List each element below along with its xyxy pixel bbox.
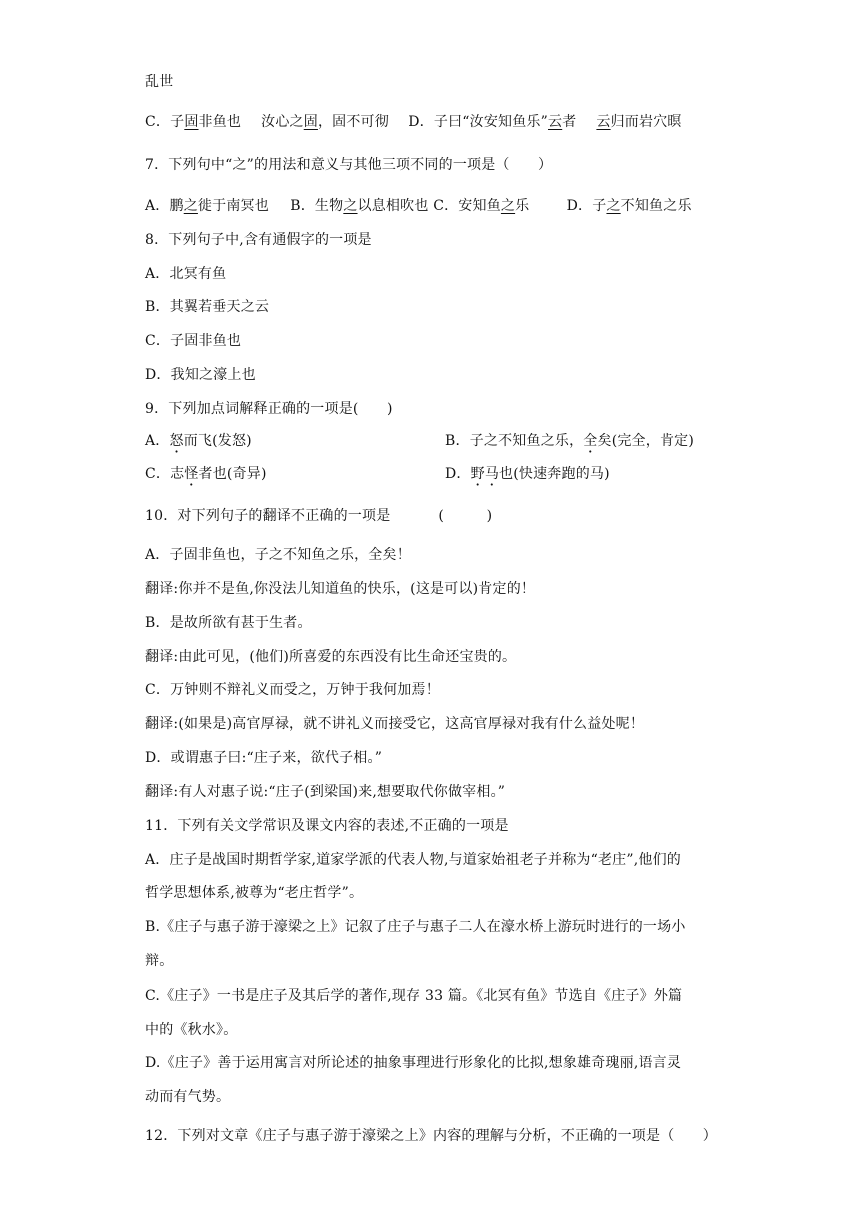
q11-option-b-cont: 辩。	[145, 953, 174, 969]
q8-option-d: D．我知之濠上也	[145, 367, 256, 383]
q7-option-a: A．鹏之徙于南冥也	[145, 198, 269, 214]
q9-option-c: C．志怪者也(奇异)	[145, 466, 267, 482]
q11-option-c-cont: 中的《秋水》。	[145, 1022, 238, 1038]
q7-option-d: D．子之不知鱼之乐	[566, 198, 692, 214]
q10-option-b: B．是故所欲有甚于生者。	[145, 615, 312, 631]
text-line: 乱世	[145, 74, 174, 90]
q11-option-a: A．庄子是战国时期哲学家,道家学派的代表人物,与道家始祖老子并称为“老庄”,他们的	[145, 852, 681, 868]
q7-options	[145, 196, 692, 216]
question-10: 10．对下列句子的翻译不正确的一项是 ( )	[145, 508, 493, 524]
q8-option-a: A．北冥有鱼	[145, 266, 227, 282]
q6-option-c: C．子固非鱼也 汝心之固，固不可彻	[145, 114, 389, 130]
q7-option-b: B．生物之以息相吹也	[290, 198, 429, 214]
q10-option-a: A．子固非鱼也，子之不知鱼之乐，全矣！	[145, 547, 411, 563]
q9-option-b: B．子之不知鱼之乐，全矣(完全，肯定)	[445, 433, 695, 449]
question-11: 11．下列有关文学常识及课文内容的表述,不正确的一项是	[145, 818, 509, 834]
q10-option-c-translation: 翻译:(如果是)高官厚禄，就不讲礼义而接受它，这高官厚禄对我有什么益处呢！	[145, 716, 645, 732]
question-9: 9．下列加点词解释正确的一项是( )	[145, 401, 393, 417]
question-12: 12．下列对文章《庄子与惠子游于濠梁之上》内容的理解与分析，不正确的一项是（ ）	[145, 1128, 718, 1144]
q7-option-c: C．安知鱼之乐	[433, 198, 530, 214]
question-8: 8．下列句子中,含有通假字的一项是	[145, 232, 372, 248]
q10-option-a-translation: 翻译:你并不是鱼,你没法儿知道鱼的快乐，(这是可以)肯定的！	[145, 581, 536, 597]
q9-option-d: D．野马也(快速奔跑的马)	[445, 466, 610, 482]
q11-option-d-cont: 动而有气势。	[145, 1089, 231, 1105]
q6-option-d: D．子曰“汝安知鱼乐”云者 云归而岩穴暝	[408, 114, 682, 130]
q10-option-d-translation: 翻译:有人对惠子说:“庄子(到梁国)来,想要取代你做宰相。”	[145, 784, 506, 800]
q8-option-c: C．子固非鱼也	[145, 333, 242, 349]
question-7: 7．下列句中“之”的用法和意义与其他三项不同的一项是（ ）	[145, 157, 553, 173]
q10-option-d: D．或谓惠子曰:“庄子来，欲代子相。”	[145, 750, 383, 766]
q11-option-a-cont: 哲学思想体系,被尊为“老庄哲学”。	[145, 885, 364, 901]
q11-option-d: D.《庄子》善于运用寓言对所论述的抽象事理进行形象化的比拟,想象雄奇瑰丽,语言灵	[145, 1055, 682, 1071]
q10-option-b-translation: 翻译:由此可见，(他们)所喜爱的东西没有比生命还宝贵的。	[145, 649, 517, 665]
q11-option-b: B.《庄子与惠子游于濠梁之上》记叙了庄子与惠子二人在濠水桥上游玩时进行的一场小	[145, 919, 686, 935]
q8-option-b: B．其翼若垂天之云	[145, 299, 270, 315]
q10-option-c: C．万钟则不辩礼义而受之，万钟于我何加焉！	[145, 682, 440, 698]
q9-option-a: A．怒而飞(发怒)	[145, 433, 252, 449]
q6-options-cd	[145, 112, 682, 132]
q11-option-c: C.《庄子》一书是庄子及其后学的著作,现存 33 篇。《北冥有鱼》节选自《庄子》外篇	[145, 988, 683, 1004]
